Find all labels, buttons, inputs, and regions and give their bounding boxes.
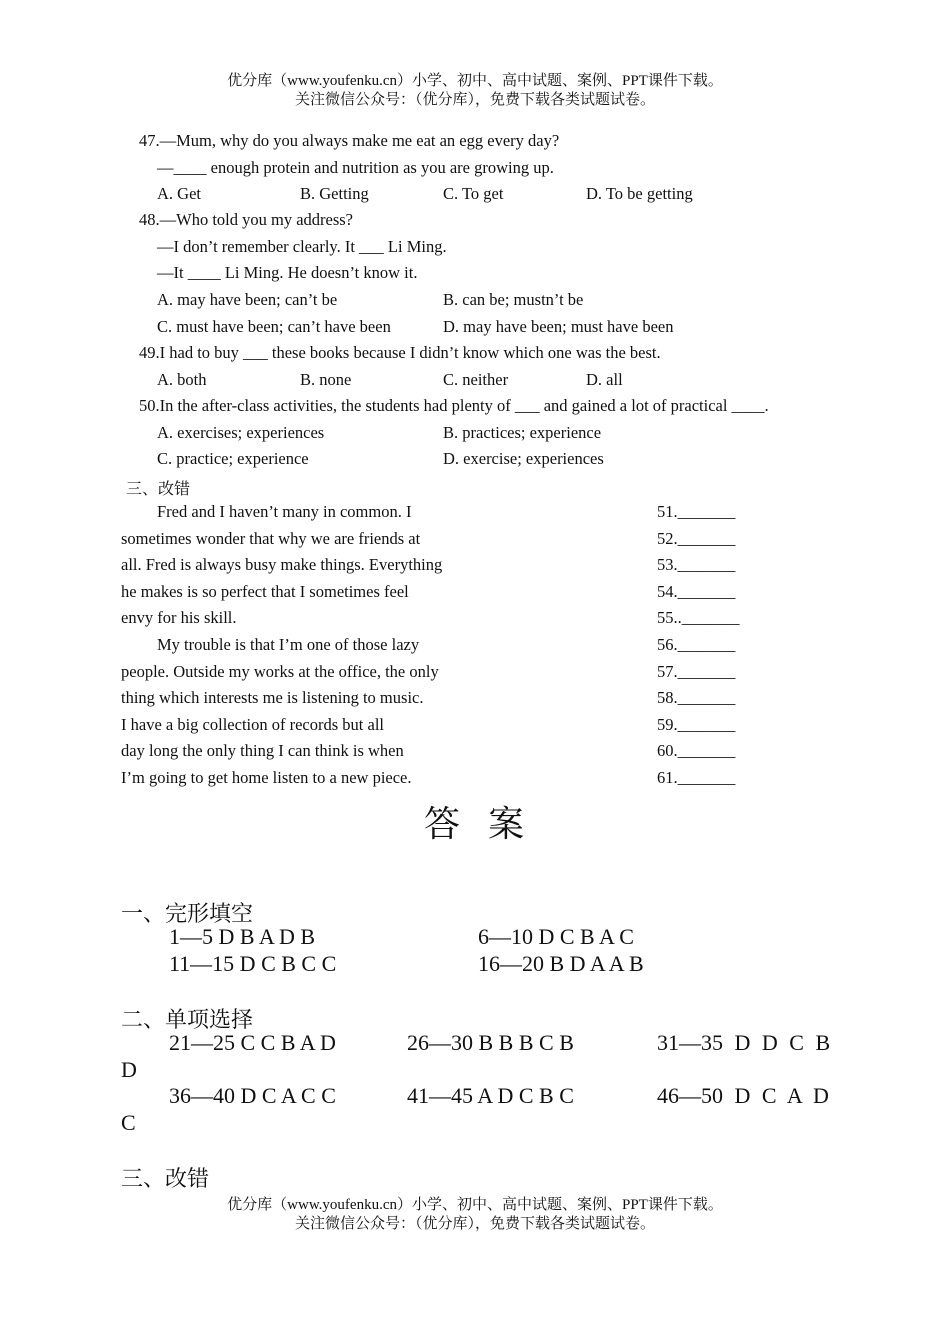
passage-line-10: day long the only thing I can think is when [121,741,404,760]
answer-blank-61: 61._______ [657,768,736,787]
passage-line-2: sometimes wonder that why we are friends at [121,529,421,548]
passage-line-4: he makes is so perfect that I sometimes feel [121,582,409,601]
answers-6-10: 6—10 D C B A C [478,924,634,949]
q47-option-c: C. To get [443,184,504,203]
footer-line-2: 关注微信公众号：（优分库），免费下载各类试题试卷。 [294,1216,655,1232]
header-line-1: 优分库（www.youfenku.cn）小学、初中、高中试题、案例、PPT课件下载。 [227,73,723,89]
answer-blank-59: 59._______ [657,715,736,734]
answer-blank-56: 56._______ [657,635,736,654]
error-correction-heading: 三、改错 [126,481,191,498]
passage-line-7: people. Outside my works at the office, the only [121,662,439,681]
answer-blank-54: 54._______ [657,582,736,601]
answers-46-50: 46—50 D C A D [657,1083,829,1108]
q50-option-a: A. exercises; experiences [157,423,325,442]
q49-option-d: D. all [586,370,623,389]
question-47-line: —____ enough protein and nutrition as you are growing up. [157,158,554,177]
question-48-line-3: —It ____ Li Ming. He doesn’t know it. [157,263,418,282]
answer-blank-52: 52._______ [657,529,736,548]
q48-option-a: A. may have been; can’t be [157,290,338,309]
question-49-stem: 49.I had to buy ___ these books because I didn’t know which one was the best. [139,343,661,362]
question-47-stem: 47.—Mum, why do you always make me eat an egg every day? [139,131,560,150]
answers-11-15: 11—15 D C B C C [169,951,337,976]
answer-blank-57: 57._______ [657,662,736,681]
answer-blank-58: 58._______ [657,688,736,707]
footer-line-1: 优分库（www.youfenku.cn）小学、初中、高中试题、案例、PPT课件下载。 [227,1197,723,1213]
question-48-stem: 48.—Who told you my address? [139,210,354,229]
answers-36-40: 36—40 D C A C C [169,1083,336,1108]
q47-option-b: B. Getting [300,184,369,203]
answer-blank-53: 53._______ [657,555,736,574]
answers-section-1-heading: 一、完形填空 [121,901,254,926]
question-50-stem: 50.In the after-class activities, the students had plenty of ___ and gained a lot of practical ____. [139,396,769,415]
q49-option-a: A. both [157,370,207,389]
answers-41-45: 41—45 A D C B C [407,1083,574,1108]
q48-option-c: C. must have been; can’t have been [157,317,391,336]
passage-line-5: envy for his skill. [121,608,237,627]
answers-31-35-wrap: D [121,1057,137,1082]
answers-31-35: 31—35 D D C B [657,1030,831,1055]
q49-option-b: B. none [300,370,352,389]
answer-key-title: 答案 [424,804,553,845]
answer-blank-55: 55.._______ [657,608,740,627]
passage-line-3: all. Fred is always busy make things. Everything [121,555,443,574]
answers-16-20: 16—20 B D A A B [478,951,644,976]
answers-21-25: 21—25 C C B A D [169,1030,336,1055]
q49-option-c: C. neither [443,370,509,389]
header-line-2: 关注微信公众号：（优分库），免费下载各类试题试卷。 [294,92,655,108]
answers-26-30: 26—30 B B B C B [407,1030,574,1055]
q48-option-d: D. may have been; must have been [443,317,674,336]
answers-1-5: 1—5 D B A D B [169,924,316,949]
answers-46-50-wrap: C [121,1110,136,1135]
q50-option-d: D. exercise; experiences [443,449,604,468]
question-48-line-2: —I don’t remember clearly. It ___ Li Ming. [157,237,447,256]
q47-option-a: A. Get [157,184,201,203]
answer-blank-60: 60._______ [657,741,736,760]
q50-option-b: B. practices; experience [443,423,602,442]
passage-line-8: thing which interests me is listening to music. [121,688,424,707]
answer-blank-51: 51._______ [657,502,736,521]
q47-option-d: D. To be getting [586,184,693,203]
passage-line-1: Fred and I haven’t many in common. I [157,502,412,521]
q50-option-c: C. practice; experience [157,449,309,468]
q48-option-b: B. can be; mustn’t be [443,290,584,309]
passage-line-11: I’m going to get home listen to a new piece. [121,768,412,787]
answers-section-3-heading: 三、改错 [121,1166,210,1191]
passage-line-6: My trouble is that I’m one of those lazy [157,635,420,654]
answers-section-2-heading: 二、单项选择 [121,1007,254,1032]
passage-line-9: I have a big collection of records but all [121,715,384,734]
